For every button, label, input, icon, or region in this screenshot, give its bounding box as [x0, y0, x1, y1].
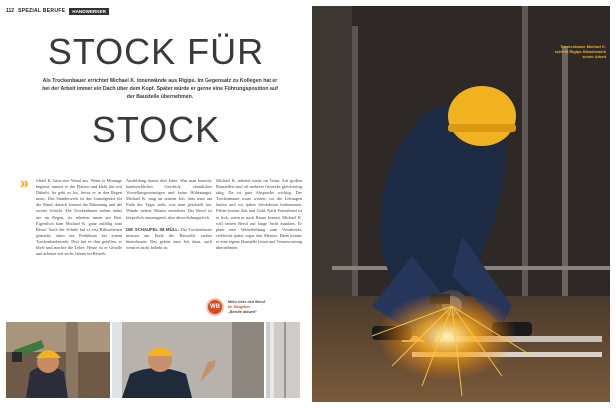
photo-worker-portrait-art	[112, 322, 264, 398]
body-column-2	[126, 178, 212, 251]
info-text: Mehr über den Beruf im Ratgeber „Berufe aktuell“	[228, 299, 266, 314]
photo-caption: Trockenbauer Michael K. schleift Rigips-Ständerwerk seiner Arbeit	[554, 44, 606, 60]
photo-worker-portrait	[112, 322, 264, 398]
body-text: Die Trockenbauer müssen am Ende die Baustelle sauber hinterlassen. Das gehört zum Job dazu, auch wenn es nicht beliebt ist.	[126, 226, 212, 251]
section-title: SPEZIAL BERUFE	[18, 8, 66, 14]
photo-detail	[266, 322, 300, 398]
body-column-3: Michael K. arbeitet meist im Team. Auf großen Baustellen sind oft mehrere Gewerke gleichzeitig tätig. Da ist gute Absprache wichtig. Der Trockenbauer muss wissen, wo die Leitungen laufen und wo später Steckdosen hinkommen. Fehler kosten Zeit und Geld. Nach Feierabend ist er froh, wenn er nach Hause kommt. Michael K. will seinen Beruf auf lange Sicht ausüben. Er plant eine Weiterbildung zum Vorarbeiter, vielleicht später sogar den Meister. Dann könnte er eine eigene Baustelle leiten und Verantwortung übernehmen.	[216, 178, 302, 251]
page-number: 112	[6, 8, 15, 14]
headline-line-2: STOCK	[91, 109, 221, 150]
section-tag: HANDWERKER	[69, 8, 109, 15]
headline-line-1: STOCK FÜR	[47, 31, 265, 72]
quote-mark-icon: »	[20, 175, 29, 192]
body-column-1: ichael K. baut eine Wand aus. Wenn er Montage beginnt, nimmt er die Platten und klebt ihn mit Dübeln. So geht es los, bevor er in den Regen muss. Das Ständerwerk ist das Grundgerüst für die Wand, danach kommt die Dämmung und die zweite Schicht. Die Trockenbauer stehen dabei nie im Regen, sie arbeiten innen am Bau. Eigentlich kam Michael K. ganz zufällig zum Beruf. Nach der Schule hat er erst Hilfsarbeiten gemacht, dann ein Praktikum bei einem Trockenbaubetrieb. Dort hat es ihm gefallen, er blieb und machte die Lehre. Heute ist er Geselle und arbeitet seit sechs Jahren im Betrieb.	[36, 178, 122, 257]
photo-worker-drilling	[6, 322, 110, 398]
info-box	[206, 296, 292, 318]
page-header	[6, 6, 109, 16]
subheading: DIE SCHAUFEL IM MÜLL.	[126, 226, 180, 232]
intro-text: Als Trockenbauer errichtet Michael K. Innenwände aus Rigips. Im Gegensatz zu Kollegen hat er bei der Arbeit immer ein Dach über dem Kopf. Später würde er gerne eine Führungsposition auf der Baustelle übernehmen.	[42, 78, 278, 100]
body-text: Ausbildung dauert drei Jahre. Was man braucht: handwerkliches Geschick, räumliches Vorstellungsvermögen und keine Höhenangst. Michael K. mag an seinem Job, dass man am Ende des Tages sieht, was man geschafft hat. Wände stehen, Räume entstehen. Der Beruf ist körperlich anstrengend, aber abwechslungsreich.	[126, 178, 212, 220]
main-photo-art	[312, 6, 610, 402]
info-badge-icon: WB	[206, 298, 224, 316]
photo-detail-art	[266, 322, 300, 398]
photo-worker-drilling-art	[6, 322, 110, 398]
main-photo	[312, 6, 610, 402]
